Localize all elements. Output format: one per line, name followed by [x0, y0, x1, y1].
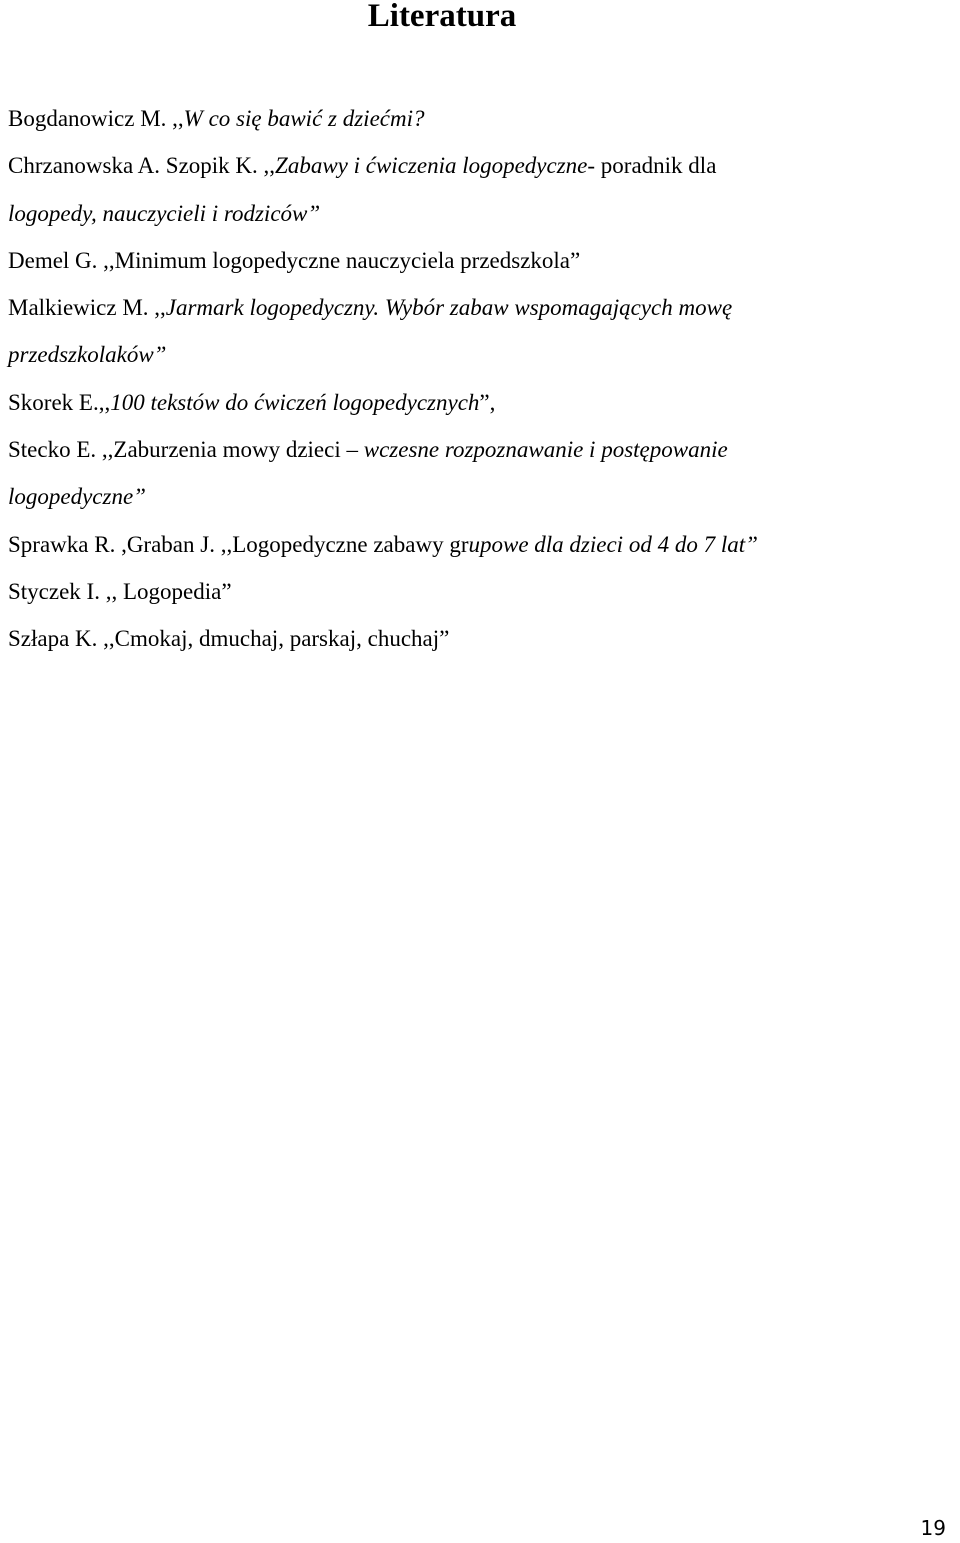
reference-item: Sprawka R. ,Graban J. ,,Logopedyczne zabawy grupowe dla dzieci od 4 do 7 lat”: [8, 531, 758, 557]
page-title: Literatura: [367, 0, 517, 34]
reference-item: Malkiewicz M. ,,Jarmark logopedyczny. Wybór zabaw wspomagających mowę: [8, 295, 733, 321]
reference-item-continuation: przedszkolaków”: [8, 342, 167, 368]
reference-item: Demel G. ,,Minimum logopedyczne nauczyciela przedszkola”: [8, 247, 581, 273]
page-number: 19: [920, 1516, 946, 1540]
reference-item: Bogdanowicz M. ,,W co się bawić z dziećmi?: [8, 106, 425, 131]
reference-item: Styczek I. ,, Logopedia”: [8, 578, 232, 604]
reference-item: Chrzanowska A. Szopik K. ,,Zabawy i ćwiczenia logopedyczne- poradnik dla: [8, 153, 717, 179]
reference-item: Szłapa K. ,,Cmokaj, dmuchaj, parskaj, chuchaj”: [8, 626, 450, 652]
reference-item-continuation: logopedyczne”: [8, 484, 146, 510]
reference-item: Stecko E. ,,Zaburzenia mowy dzieci – wczesne rozpoznawanie i postępowanie: [8, 437, 728, 463]
reference-item: Skorek E.,,100 tekstów do ćwiczeń logopedycznych”,: [8, 389, 496, 415]
reference-item-continuation: logopedy, nauczycieli i rodziców”: [8, 200, 321, 226]
bibliography-list: [8, 95, 908, 663]
